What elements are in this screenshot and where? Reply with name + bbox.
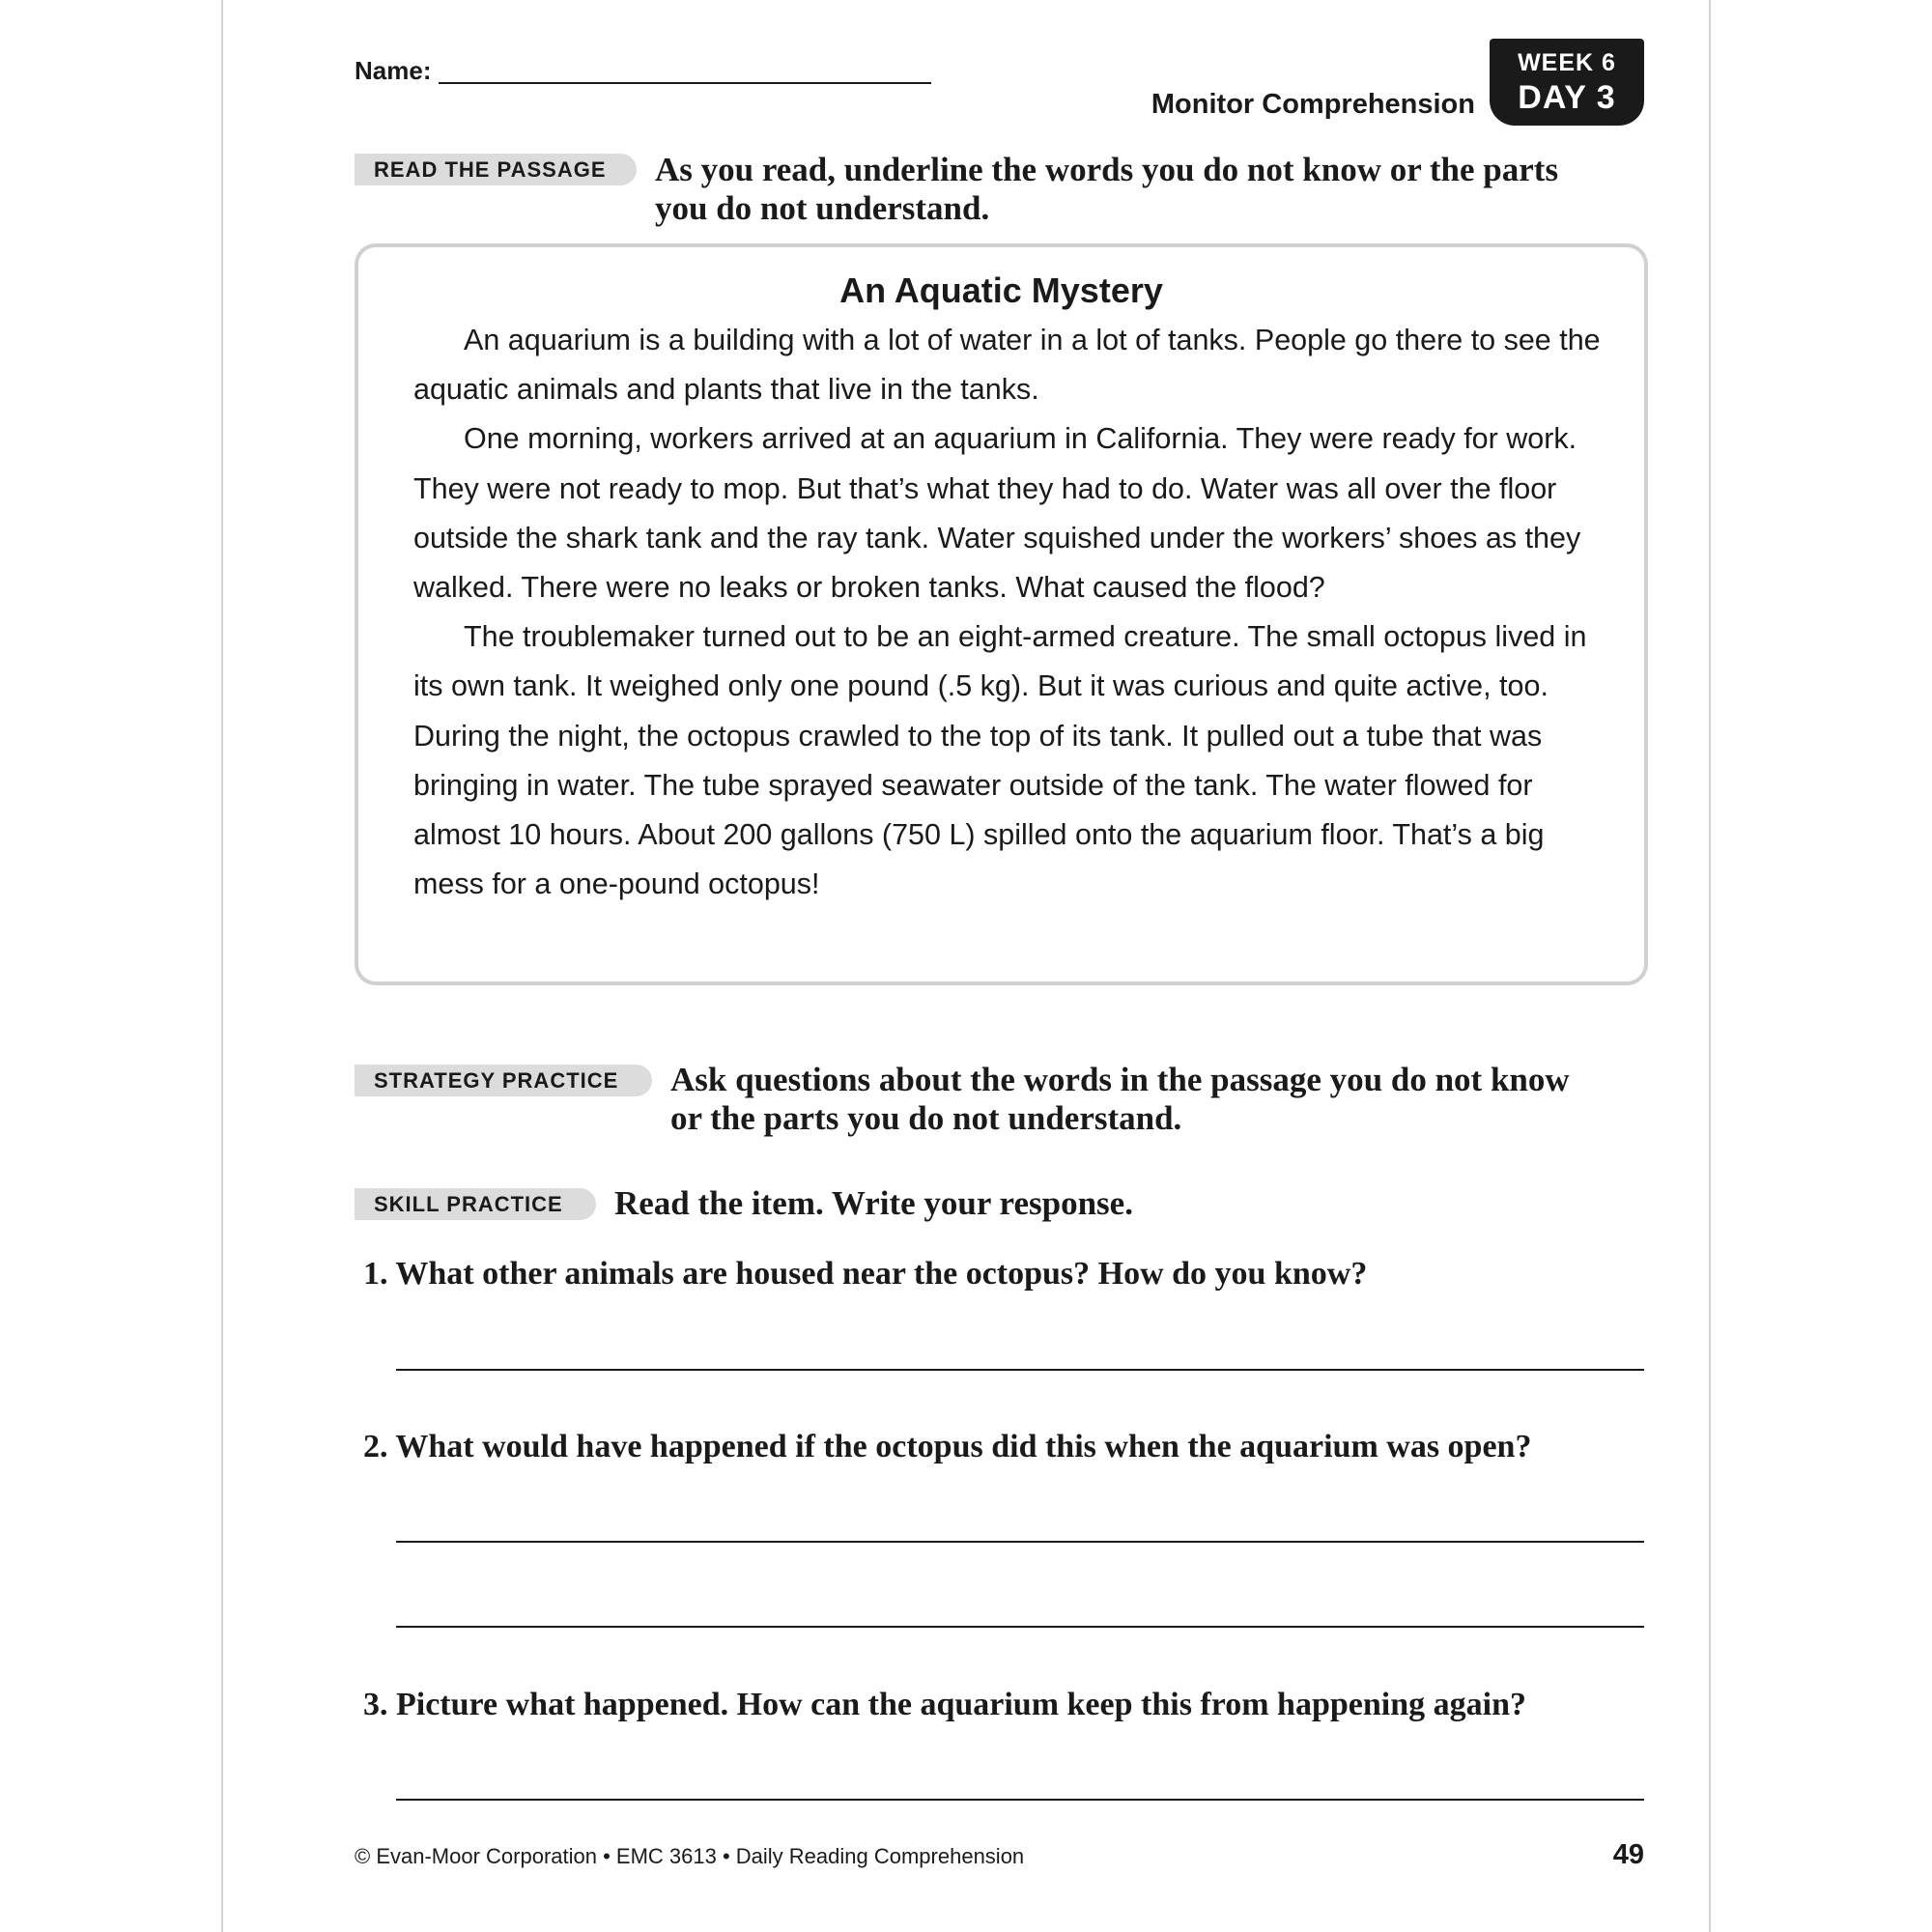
strategy-instruction (670, 1061, 1570, 1138)
read-passage-instruction (655, 151, 1558, 228)
section-title: Monitor Comprehension (1151, 89, 1475, 120)
read-passage-tag: READ THE PASSAGE (355, 154, 637, 185)
passage-paragraph: The troublemaker turned out to be an eight-armed creature. The small octopus lived in its own tank. It weighed only one pound (.5 kg). But it was curious and quite active, too. During the night, the octopus crawled to the top of its tank. It pulled out a tube that was bringing in water. The tube sprayed seawater outside of the tank. The water flowed for almost 10 hours. About 200 gallons (750 L) spilled onto the aquarium floor. That’s a big mess for a one-pound octopus! (413, 620, 1587, 901)
name-field[interactable] (439, 82, 931, 84)
strategy-instruction-line1: Ask questions about the words in the passage you do not know (670, 1061, 1570, 1098)
read-passage-instruction-line1: As you read, underline the words you do not know or the parts (655, 151, 1559, 188)
page-edge-left (221, 0, 223, 1932)
name-label: Name: (355, 56, 432, 85)
answer-line-2a[interactable] (396, 1541, 1644, 1543)
footer-credit: © Evan-Moor Corporation • EMC 3613 • Daily Reading Comprehension (355, 1844, 1025, 1868)
passage-title: An Aquatic Mystery (839, 270, 1163, 310)
day-label: DAY 3 (1518, 79, 1616, 116)
skill-instruction: Read the item. Write your response. (614, 1184, 1133, 1222)
read-passage-instruction-line2: you do not understand. (655, 189, 990, 227)
question-1: 1. What other animals are housed near the octopus? How do you know? (363, 1256, 1368, 1292)
week-day-badge (1490, 39, 1644, 126)
passage-paragraph: One morning, workers arrived at an aquarium in California. They were ready for work. They were not ready to mop. But that’s what they had to do. Water was all over the floor outside the shark tank and the ray tank. Water squished under the workers’ shoes as they walked. There were no leaks or broken tanks. What caused the flood? (413, 422, 1581, 605)
page-edge-right (1709, 0, 1711, 1932)
skill-practice-tag: SKILL PRACTICE (355, 1188, 596, 1220)
strategy-practice-tag: STRATEGY PRACTICE (355, 1065, 652, 1096)
strategy-instruction-line2: or the parts you do not understand. (670, 1099, 1182, 1137)
passage-body (413, 316, 1611, 909)
answer-line-1[interactable] (396, 1369, 1644, 1371)
page-number: 49 (1612, 1839, 1644, 1870)
week-label: WEEK 6 (1518, 49, 1616, 76)
question-2: 2. What would have happened if the octopus did this when the aquarium was open? (363, 1429, 1532, 1464)
answer-line-2b[interactable] (396, 1626, 1644, 1628)
answer-line-3[interactable] (396, 1799, 1644, 1801)
question-3: 3. Picture what happened. How can the aquarium keep this from happening again? (363, 1687, 1526, 1722)
passage-paragraph: An aquarium is a building with a lot of water in a lot of tanks. People go there to see the aquatic animals and plants that live in the tanks. (413, 324, 1601, 407)
